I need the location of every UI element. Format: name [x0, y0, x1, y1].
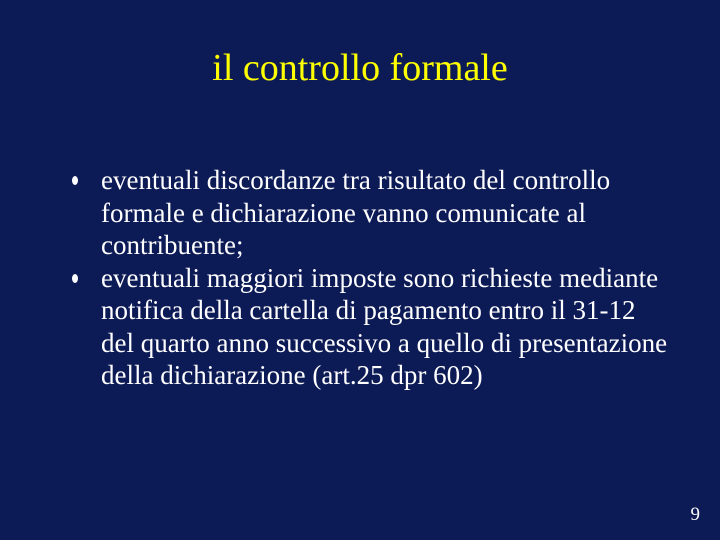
page-number: 9: [690, 504, 700, 525]
bullet-list: [72, 164, 672, 392]
bullet-item-additional-taxes: [72, 262, 672, 392]
bullet-item-discrepancies: [72, 164, 672, 262]
slide-title: il controllo formale: [212, 47, 508, 89]
bullet-dot-icon: [72, 274, 78, 283]
bullet-text: eventuali maggiori imposte sono richieste mediante notifica della cartella di pagamento entro il 31-12 del quarto anno successivo a quello di presentazione della dichiarazione (art.25 dpr 602): [101, 262, 668, 390]
bullet-dot-icon: [72, 176, 78, 185]
bullet-text: eventuali discordanze tra risultato del controllo formale e dichiarazione vanno comunicate al contribuente;: [101, 165, 611, 260]
